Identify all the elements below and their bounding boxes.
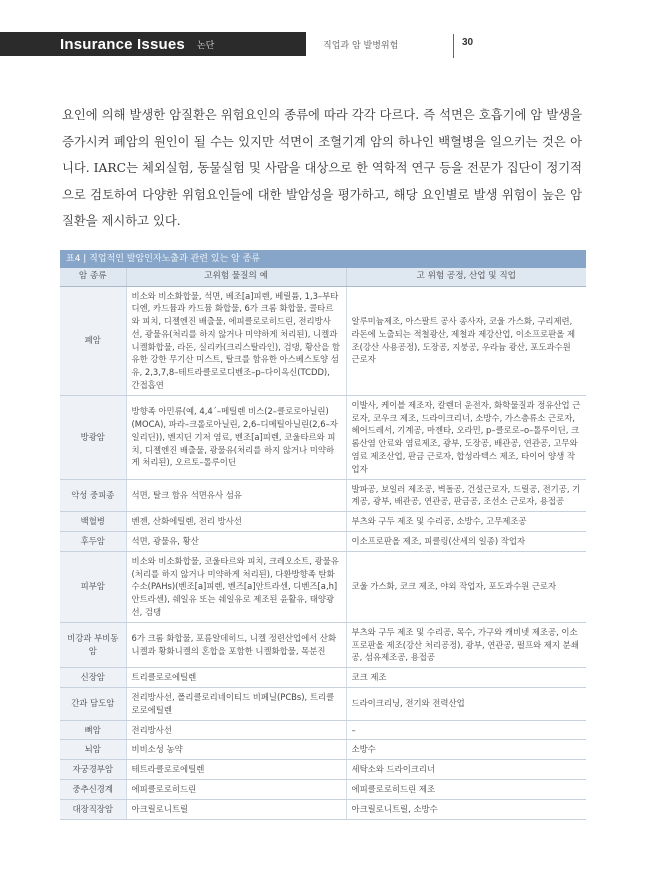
cell-processes: 세탁소와 드라이크리너 [346, 760, 586, 780]
cell-processes: 알루미늄제조, 아스팔트 공사 종사자, 코울 가스화, 구리제련, 라돈에 노출되는 적철광산, 제철과 제강산업, 이소프로판올 제조(강산 사용공정), 도장공, 지붕공, 우라늄 광산, 포도과수원 근로자 [346, 286, 586, 395]
table-row [60, 286, 586, 395]
table-row [60, 622, 586, 667]
cell-cancer-type: 뼈암 [60, 720, 126, 740]
table-row [60, 688, 586, 721]
header-divider [453, 34, 454, 58]
table-row [60, 395, 586, 479]
header-cancer-type: 암 종류 [60, 268, 126, 286]
cell-cancer-type: 후두암 [60, 532, 126, 552]
cell-cancer-type: 신장암 [60, 668, 126, 688]
table-row [60, 780, 586, 800]
header-substances: 고위험 물질의 예 [126, 268, 346, 286]
table-row [60, 668, 586, 688]
cell-processes: 부츠와 구두 제조 및 수리공, 소방수, 고무제조공 [346, 512, 586, 532]
cell-processes: 에피클로로히드린 제조 [346, 780, 586, 800]
cell-substances: 비소와 비소화합물, 석면, 베조[a]피렌, 베릴륨, 1,3–부타디엔, 카드뮴과 카드뮴 화합물, 6가 크롬 화합물, 콜타르와 피치, 디젤엔진 배출물, 에피클로로히드린, 전리방사선, 광물유(처리를 하지 않거나 미약하게 처리된), 니켈과 니켈화합물, 라돈, 실리카(크리스탈라인), 검댕, 황산을 함유한 강한 무기산 미스트, 탈크를 함유한 아스베스토양 섬유, 2,3,7,8–테트라클로로디벤조–p–다이옥신(TCDD), 간접흡연 [126, 286, 346, 395]
cell-processes: 코크 제조 [346, 668, 586, 688]
cell-processes: 이소프로판올 제조, 피클링(산세의 일종) 작업자 [346, 532, 586, 552]
cancer-table [60, 268, 586, 820]
cell-cancer-type: 대장직장암 [60, 799, 126, 819]
cell-processes: 코울 가스화, 코크 제조, 야외 작업자, 포도과수원 근로자 [346, 551, 586, 622]
table-row [60, 512, 586, 532]
cell-processes: 아크릴로니트릴, 소방수 [346, 799, 586, 819]
page-number: 30 [462, 37, 474, 48]
column-label: 논단 [196, 40, 215, 51]
cell-substances: 에피클로로히드린 [126, 780, 346, 800]
cancer-table-container [60, 250, 586, 820]
table-row [60, 532, 586, 552]
cell-cancer-type: 중추신경계 [60, 780, 126, 800]
cell-substances: 비소와 비소화합물, 코울타르와 피치, 크레오소트, 광물유(처리를 하지 않거나 미약하게 처리된), 다환방향족 탄화수소(PAHs)(벤조[a]피렌, 벤즈[a]안트라센, 디벤즈[a,h]안트라센), 쉐일유 또는 쉐일유로 제조된 윤활유, 태양광선, 검댕 [126, 551, 346, 622]
cell-cancer-type: 뇌암 [60, 740, 126, 760]
cell-processes: 발파공, 보일러 제조공, 벽돌공, 건설근로자, 드릴공, 전기공, 기계공, 광부, 배관공, 연관공, 판금공, 조선소 근로자, 용접공 [346, 479, 586, 512]
cell-processes: 이발사, 케이블 제조자, 칼렌더 운전자, 화학물질과 정유산업 근로자, 코우크 제조, 드라이크리너, 소방수, 가스층류소 근로자, 헤어드레서, 기계공, 마젠타, 오라민, p–클로로–o–톨루이딘, 크롬산염 안료와 염료제조, 광부, 도장공, 배관공, 연관공, 고무와 염료 제조산업, 판금 근로자, 합성라텍스 제조, 타이어 양생 작업자 [346, 395, 586, 479]
magazine-title: Insurance Issues [60, 35, 185, 53]
cell-cancer-type: 자궁경부암 [60, 760, 126, 780]
table-header-row [60, 268, 586, 286]
cell-cancer-type: 방광암 [60, 395, 126, 479]
page-header [0, 32, 650, 56]
table-row [60, 799, 586, 819]
cell-cancer-type: 비강과 부비동 암 [60, 622, 126, 667]
cell-substances: 방향족 아민류(예, 4,4´–메틸렌 비스(2–클로로아닐린)(MOCA), 파라–크롤로아닐린, 2,6–디메틸아닐린(2,6–자일리딘)), 벤지딘 기저 염료, 벤조[a]피렌, 코울타르와 피치, 디젤엔진 배출물, 광물유(처리를 하지 않거나 미약하게 처리된), 오르토–톨루이딘 [126, 395, 346, 479]
cell-substances: 벤젠, 산화에틸렌, 전리 방사선 [126, 512, 346, 532]
cell-substances: 아크릴로니트릴 [126, 799, 346, 819]
header-bar [0, 32, 306, 56]
cell-processes: 부츠와 구두 제조 및 수리공, 목수, 가구와 캐비넷 제조공, 이소프로판올 제조(강산 처리공정), 광부, 연관공, 펄프와 제지 분쇄 공, 섬유제조공, 용접공 [346, 622, 586, 667]
table-row [60, 479, 586, 512]
cell-substances: 테트라클로로에틸렌 [126, 760, 346, 780]
table-row [60, 551, 586, 622]
cell-processes: 드라이크리닝, 전기와 전력산업 [346, 688, 586, 721]
cell-cancer-type: 폐암 [60, 286, 126, 395]
cell-substances: 비비소성 농약 [126, 740, 346, 760]
header-processes: 고 위험 공정, 산업 및 직업 [346, 268, 586, 286]
cell-cancer-type: 백혈병 [60, 512, 126, 532]
cell-processes: 소방수 [346, 740, 586, 760]
cell-substances: 석면, 탈크 함유 석면유사 섬유 [126, 479, 346, 512]
cell-substances: 6가 크롬 화합물, 포름알데히드, 니켈 정련산업에서 산화니켈과 황화니켈의 혼합을 포함한 니켈화합물, 목분진 [126, 622, 346, 667]
cell-processes: – [346, 720, 586, 740]
table-row [60, 720, 586, 740]
section-title: 직업과 암 발병위험 [323, 41, 399, 51]
cell-cancer-type: 간과 담도암 [60, 688, 126, 721]
cell-substances: 트리클로로에틸렌 [126, 668, 346, 688]
table-row [60, 740, 586, 760]
table-caption: 표4 | 직업적인 발암인자노출과 관련 있는 암 종류 [60, 250, 586, 268]
cell-cancer-type: 악성 중피종 [60, 479, 126, 512]
body-paragraph: 요인에 의해 발생한 암질환은 위험요인의 종류에 따라 각각 다르다. 즉 석면은 호흡기에 암 발생을 증가시켜 폐암의 원인이 될 수는 있지만 석면이 조혈기계 암의 하나인 백혈병을 일으키는 것은 아니다. IARC는 체외실험, 동물실험 및 사람을 대상으로 한 역학적 연구 등을 전문가 집단이 정기적으로 검토하여 다양한 위험요인들에 대한 발암성을 평가하고, 해당 요인별로 발생 위험이 높은 암 질환을 제시하고 있다. [62, 108, 582, 228]
cell-cancer-type: 피부암 [60, 551, 126, 622]
table-row [60, 760, 586, 780]
cell-substances: 석면, 광물유, 황산 [126, 532, 346, 552]
cell-substances: 전리방사선 [126, 720, 346, 740]
cell-substances: 전리방사선, 폴리클로리네이티드 비페닐(PCBs), 트리클로로에틸렌 [126, 688, 346, 721]
